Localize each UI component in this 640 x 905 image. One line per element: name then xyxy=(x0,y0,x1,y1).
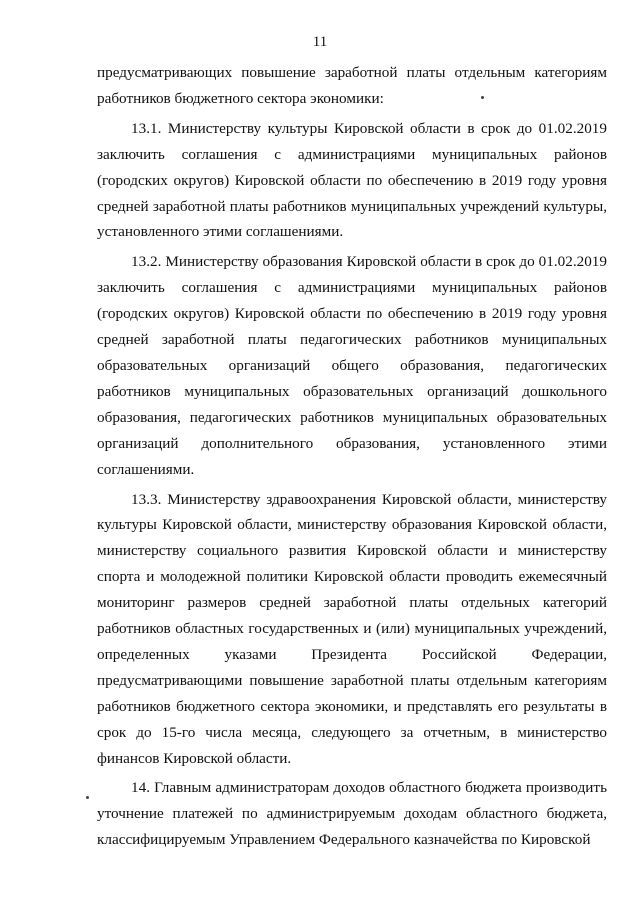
scan-speck xyxy=(481,96,484,99)
page-number: 11 xyxy=(312,34,328,50)
scan-speck xyxy=(86,796,89,799)
paragraph-13-3: 13.3. Министерству здравоохранения Кировской области, министерству культуры Кировской области, министерству образования Кировской области, министерству социального развития Кировской области и министерству спорта и молодежной политики Кировской области проводить ежемесячный мониторинг размеров средней заработной платы отдельных категорий работников областных государственных и (или) муниципальных учреждений, определенных указами Президента Российской Федерации, предусматривающими повышение заработной платы отдельным категориям работников бюджетного сектора экономики, и представлять его результаты в срок до 15-го числа месяца, следующего за отчетным, в министерство финансов Кировской области. xyxy=(97,490,607,767)
paragraph-13-2: 13.2. Министерству образования Кировской области в срок до 01.02.2019 заключить соглашения с администрациями муниципальных районов (городских округов) Кировской области по обеспечению в 2019 году уровня средней заработной платы педагогических работников муниципальных образовательных организаций общего образования, педагогических работников муниципальных образовательных организаций дошкольного образования, педагогических работников муниципальных образовательных организаций дополнительного образования, установленного этими соглашениями. xyxy=(97,253,607,478)
paragraph-14: 14. Главным администраторам доходов областного бюджета производить уточнение платежей по администрируемым доходам областного бюджета, классифицируемым Управлением Федерального казначейства по Кировской xyxy=(97,779,607,849)
paragraph-continuation: предусматривающих повышение заработной платы отдельным категориям работников бюджетного сектора экономики: xyxy=(97,64,607,107)
paragraph-13-1: 13.1. Министерству культуры Кировской области в срок до 01.02.2019 заключить соглашения с администрациями муниципальных районов (городских округов) Кировской области по обеспечению в 2019 году уровня средней заработной платы работников муниципальных учреждений культуры, установленного этими соглашениями. xyxy=(97,119,607,241)
document-body xyxy=(97,60,607,853)
